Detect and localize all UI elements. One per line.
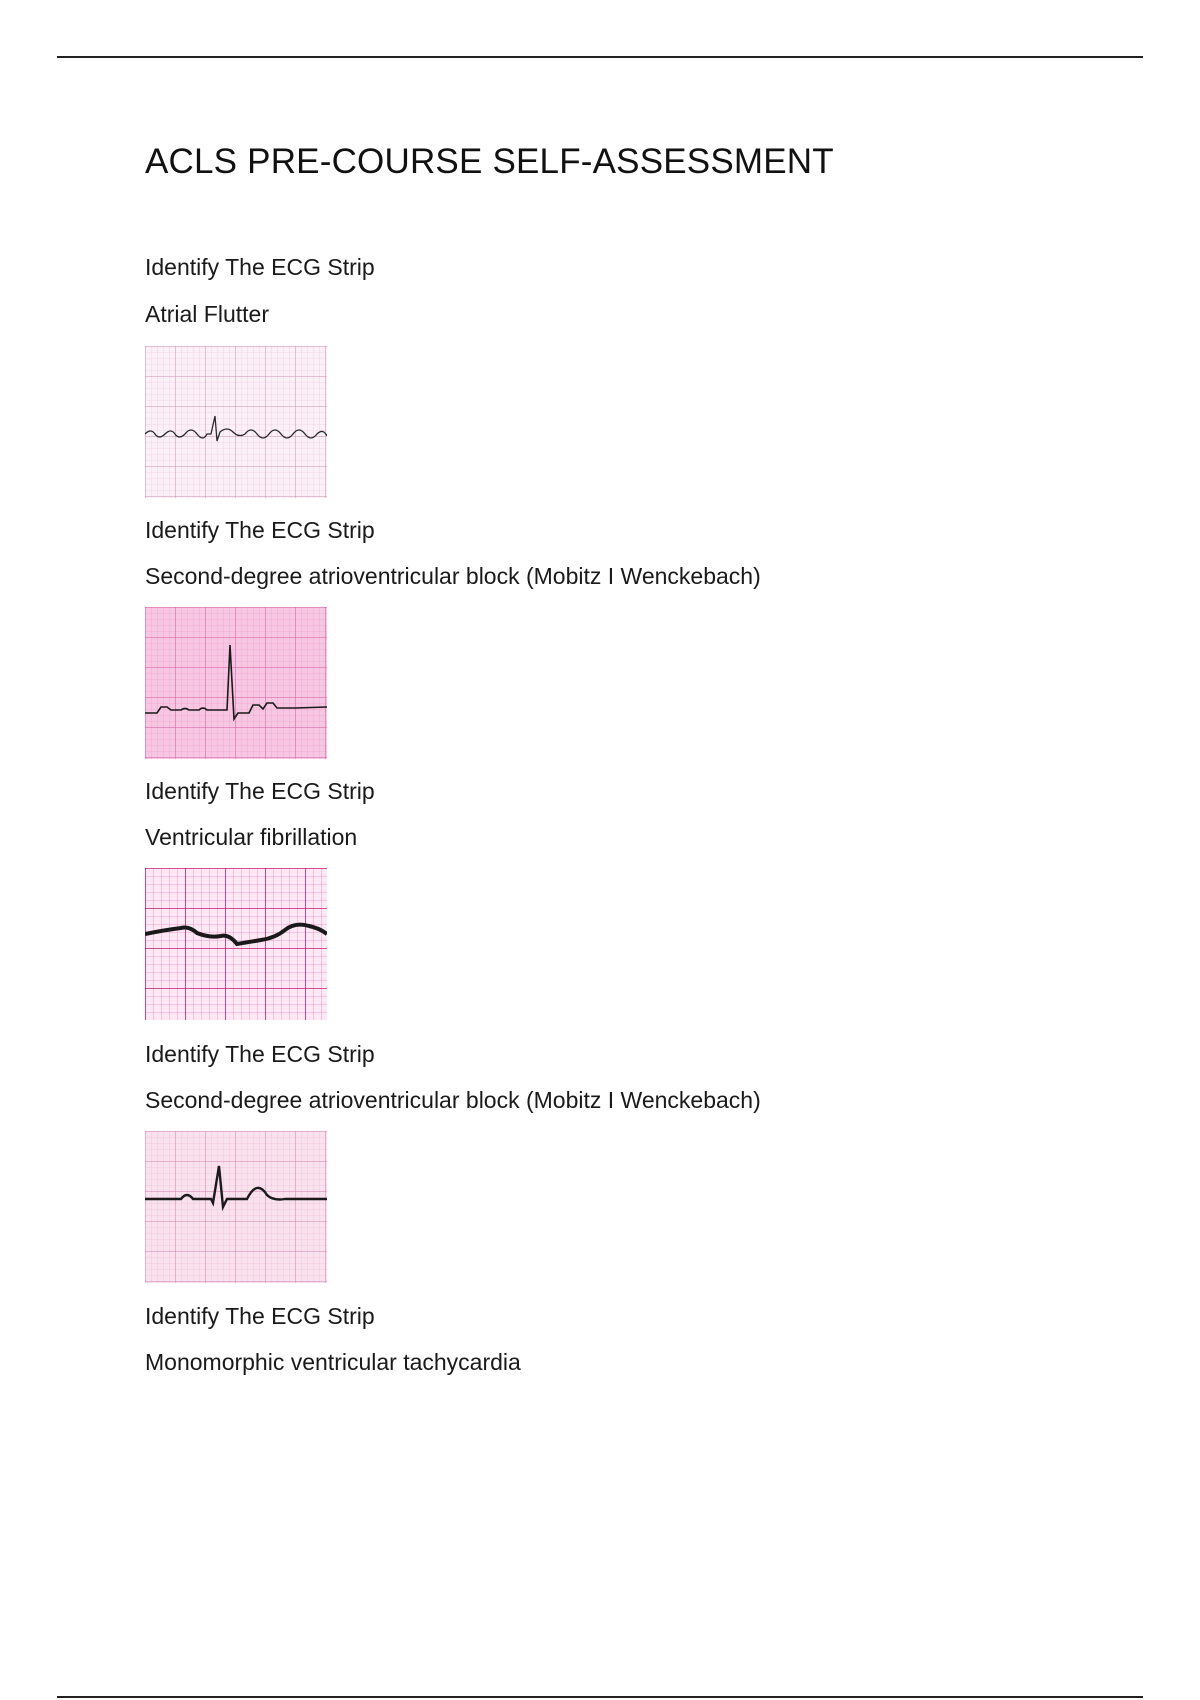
question-answer: Atrial Flutter bbox=[145, 301, 269, 327]
question-answer: Monomorphic ventricular tachycardia bbox=[145, 1349, 521, 1375]
page-title: ACLS PRE-COURSE SELF-ASSESSMENT bbox=[145, 142, 834, 181]
ecg-strip-image bbox=[145, 1131, 327, 1283]
question-answer: Second-degree atrioventricular block (Mobitz I Wenckebach) bbox=[145, 563, 761, 589]
ecg-strip-image bbox=[145, 607, 327, 759]
question-prompt: Identify The ECG Strip bbox=[145, 1303, 375, 1329]
footer-rule bbox=[57, 1696, 1143, 1698]
question-prompt: Identify The ECG Strip bbox=[145, 1041, 375, 1067]
question-answer: Ventricular fibrillation bbox=[145, 824, 358, 850]
header-rule bbox=[57, 56, 1143, 58]
question-prompt: Identify The ECG Strip bbox=[145, 254, 375, 280]
ecg-strip-image bbox=[145, 346, 327, 498]
question-answer: Second-degree atrioventricular block (Mobitz I Wenckebach) bbox=[145, 1087, 761, 1113]
ecg-strip-image bbox=[145, 868, 327, 1020]
question-prompt: Identify The ECG Strip bbox=[145, 778, 375, 804]
question-prompt: Identify The ECG Strip bbox=[145, 517, 375, 543]
